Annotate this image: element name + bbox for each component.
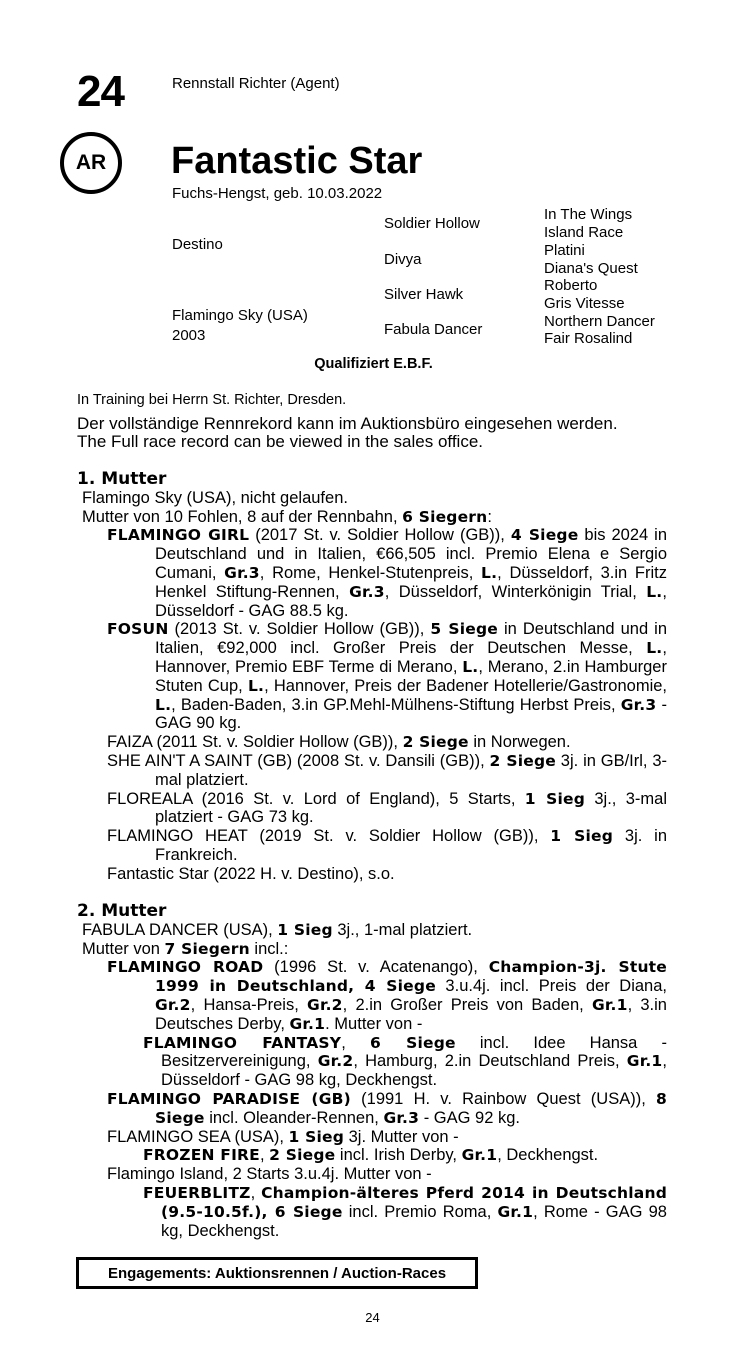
bold-text: Gr.3 [620,695,657,714]
text: , Rome - GAG 98 kg, Deckhengst. [161,1202,667,1240]
text: FAIZA (2011 St. v. Soldier Hollow (GB)), [107,733,403,752]
section-title: 2. Mutter [77,901,167,921]
text: 3j. Mutter von - [344,1127,459,1146]
first-dam-section [77,470,667,884]
text: 3j., 3-mal platziert - GAG 73 kg. [155,789,667,827]
pedigree-ggp: Roberto [544,277,598,294]
text: incl. Oleander-Rennen, [204,1108,384,1127]
text: - GAG 92 kg. [419,1108,520,1127]
text: SHE AIN'T A SAINT (GB) (2008 St. v. Dansili (GB)), [107,751,490,770]
produce-sub-entry [77,1146,667,1165]
first-dam-entries [77,526,667,883]
bold-text: Gr.2 [155,995,191,1014]
horse-description: Fuchs-Hengst, geb. 10.03.2022 [172,185,383,202]
text: , Hansa-Preis, [190,995,308,1014]
text: (1991 H. v. Rainbow Quest (USA)), [350,1089,656,1108]
bold-text: 1 Sieg [288,1127,345,1146]
horse-name: Fantastic Star [171,140,423,182]
bold-text: 1 Sieg [524,789,586,808]
text: 3j. in GB/Irl, 3-mal platziert. [155,751,668,789]
text: Flamingo Island, 2 Starts 3.u.4j. Mutter von - [107,1165,432,1184]
bold-text: L. [646,582,663,601]
lot-number: 24 [77,67,124,116]
text: , Merano, 2.in Hamburger Stuten Cup, [155,657,667,695]
text: , Hannover, Premio EBF Terme di Merano, [155,639,667,676]
bold-text: Gr.2 [307,995,343,1014]
text: , Düsseldorf, 3.in Fritz Henkel Stiftung-Rennen, [155,563,667,601]
pedigree-ggp: Fair Rosalind [544,330,633,347]
bold-text: L. [462,657,479,676]
first-dam-produce-line [77,508,667,527]
produce-sub-entry [77,1034,667,1090]
pedigree-dam: Flamingo Sky (USA) [172,307,308,324]
text: 3j. in Frankreich. [155,827,668,864]
bold-text: 2 Siege [402,733,469,752]
winners-count: 7 Siegern [164,939,250,958]
pedigree-sire: Destino [172,236,223,253]
produce-entry [77,958,667,1033]
bold-text: L. [646,639,663,658]
text: , 3.in Deutsches Derby, [155,995,667,1033]
text: bis 2024 in Deutschland und in Italien, €66,505 incl. Premio Elena e Sergio Cumani, [155,526,667,582]
text: , Deckhengst. [497,1146,599,1165]
text: , Düsseldorf, Winterkönigin Trial, [384,582,647,601]
bold-text: 6 Siege [369,1033,456,1052]
text: 3.u.4j. incl. Preis der Diana, [435,977,667,996]
pedigree-dam-dam: Fabula Dancer [384,321,483,338]
text: , 2.in Großer Preis von Baden, [342,995,592,1014]
text: incl. Premio Roma, [342,1202,498,1221]
produce-entry [77,1165,667,1184]
bold-text: Gr.1 [461,1146,498,1165]
bold-text: L. [481,563,498,582]
bold-text: Gr.2 [317,1052,354,1071]
text: Mutter von 10 Fohlen, 8 auf der Rennbahn, [82,507,403,526]
first-dam-line: Flamingo Sky (USA), nicht gelaufen. [82,488,348,507]
bold-text: FOSUN [107,620,169,639]
text: Fantastic Star (2022 H. v. Destino), s.o. [107,864,395,883]
text: , Düsseldorf - GAG 88.5 kg. [155,582,667,620]
pedigree-ggp: Northern Dancer [544,313,655,330]
produce-entry [77,865,667,884]
bold-text: FLAMINGO PARADISE (GB) [107,1089,351,1108]
text: , Düsseldorf - GAG 98 kg, Deckhengst. [161,1052,667,1090]
second-dam-line [77,921,667,940]
bold-text: 2 Siege [269,1146,336,1165]
bold-text: 5 Siege [430,620,498,639]
text: 3j., 1-mal platziert. [332,920,473,939]
text: , [341,1033,370,1052]
section-title: 1. Mutter [77,469,167,489]
engagements-box [76,1257,478,1289]
produce-entry [77,1090,667,1128]
record-note-de: Der vollständige Rennrekord kann im Auktionsbüro eingesehen werden. [77,414,618,433]
produce-sub-entry [77,1184,667,1240]
record-note-en: The Full race record can be viewed in the sales office. [77,432,484,451]
text: , Baden-Baden, 3.in GP.Mehl-Mülhens-Stiftung Herbst Preis, [171,695,621,714]
bold-text: Champion-älteres Pferd 2014 in Deutschland (9.5-10.5f.), 6 Siege [161,1183,667,1221]
text: (2017 St. v. Soldier Hollow (GB)), [249,526,511,545]
text: : [487,507,492,526]
second-dam-section [77,902,667,1240]
second-dam-entries [77,958,667,1240]
bold-text: Gr.1 [591,995,628,1014]
pedigree-ggp: Island Race [544,224,624,241]
produce-entry [77,1128,667,1147]
pedigree-ggp: Diana's Quest [544,260,638,277]
consignor: Rennstall Richter (Agent) [172,75,340,92]
text: . Mutter von - [325,1014,423,1033]
bold-text: FLAMINGO ROAD [107,958,264,977]
text: incl.: [249,939,289,958]
bold-text: L. [155,695,172,714]
bold-text: Champion-3j. Stute 1999 in Deutschland, 4 Siege [155,958,668,996]
pedigree-ggp: Platini [544,242,585,259]
bold-text: Gr.3 [383,1108,420,1127]
winners-count: 6 Siegern [402,507,488,526]
produce-entry [77,827,667,865]
text: , Hamburg, 2.in Deutschland Preis, [353,1052,627,1071]
text: (2013 St. v. Soldier Hollow (GB)), [168,620,431,639]
text: - GAG 90 kg. [155,695,667,733]
text: in Norwegen. [468,733,571,752]
bold-text: FEUERBLITZ [143,1183,251,1202]
text: , [259,1146,270,1165]
text: incl. Irish Derby, [335,1146,462,1165]
pedigree-dam-sire: Silver Hawk [384,286,464,303]
text: , [250,1183,262,1202]
pedigree-ggp: Gris Vitesse [544,295,625,312]
bold-text: Gr.3 [349,582,385,601]
text: in Deutschland und in Italien, €92,000 incl. Großer Preis der Deutschen Messe, [155,620,667,658]
race-record-note [77,415,669,451]
bold-text: FROZEN FIRE [143,1146,260,1165]
engagements-label: Engagements: Auktionsrennen / Auction-Races [107,1264,447,1282]
text: FLAMINGO HEAT (2019 St. v. Soldier Hollow (GB)), [107,827,551,846]
text: FLOREALA (2016 St. v. Lord of England), 5 Starts, [107,789,525,808]
page-number: 24 [365,1310,380,1325]
bold-text: Gr.1 [289,1014,326,1033]
text: , Hannover, Preis der Badener Hotellerie/Gastronomie, [264,676,667,695]
pedigree-sire-sire: Soldier Hollow [384,215,480,232]
bold-text: FLAMINGO GIRL [107,526,250,545]
produce-entry [77,790,667,828]
bold-text: Gr.1 [626,1052,663,1071]
bold-text: Gr.3 [224,563,260,582]
pedigree-sire-dam: Divya [384,251,422,268]
badge-label: AR [75,151,107,174]
bold-text: Gr.1 [497,1202,534,1221]
second-dam-produce-line [77,940,667,959]
bold-text: 1 Sieg [550,827,614,846]
bold-text: 4 Siege [510,526,579,545]
ar-badge-icon [60,132,122,194]
text: incl. Idee Hansa - Besitzervereinigung, [161,1033,668,1071]
produce-entry [77,526,667,620]
wins-count: 1 Sieg [277,920,333,939]
pedigree-dam-year: 2003 [172,327,206,344]
text: , Rome, Henkel-Stutenpreis, [259,563,481,582]
text: (1996 St. v. Acatenango), [263,958,489,977]
bold-text: 2 Siege [489,751,556,770]
produce-entry [77,733,667,752]
text: Mutter von [82,939,165,958]
text: FABULA DANCER (USA), [82,920,278,939]
produce-entry [77,620,667,733]
pedigree-ggp: In The Wings [544,206,633,223]
produce-entry [77,752,667,790]
text: FLAMINGO SEA (USA), [107,1127,289,1146]
bold-text: L. [247,676,265,695]
bold-text: FLAMINGO FANTASY [143,1033,342,1052]
bold-text: 8 Siege [155,1089,667,1127]
training-note: In Training bei Herrn St. Richter, Dresden. [77,392,347,408]
qualification: Qualifiziert E.B.F. [314,356,433,372]
